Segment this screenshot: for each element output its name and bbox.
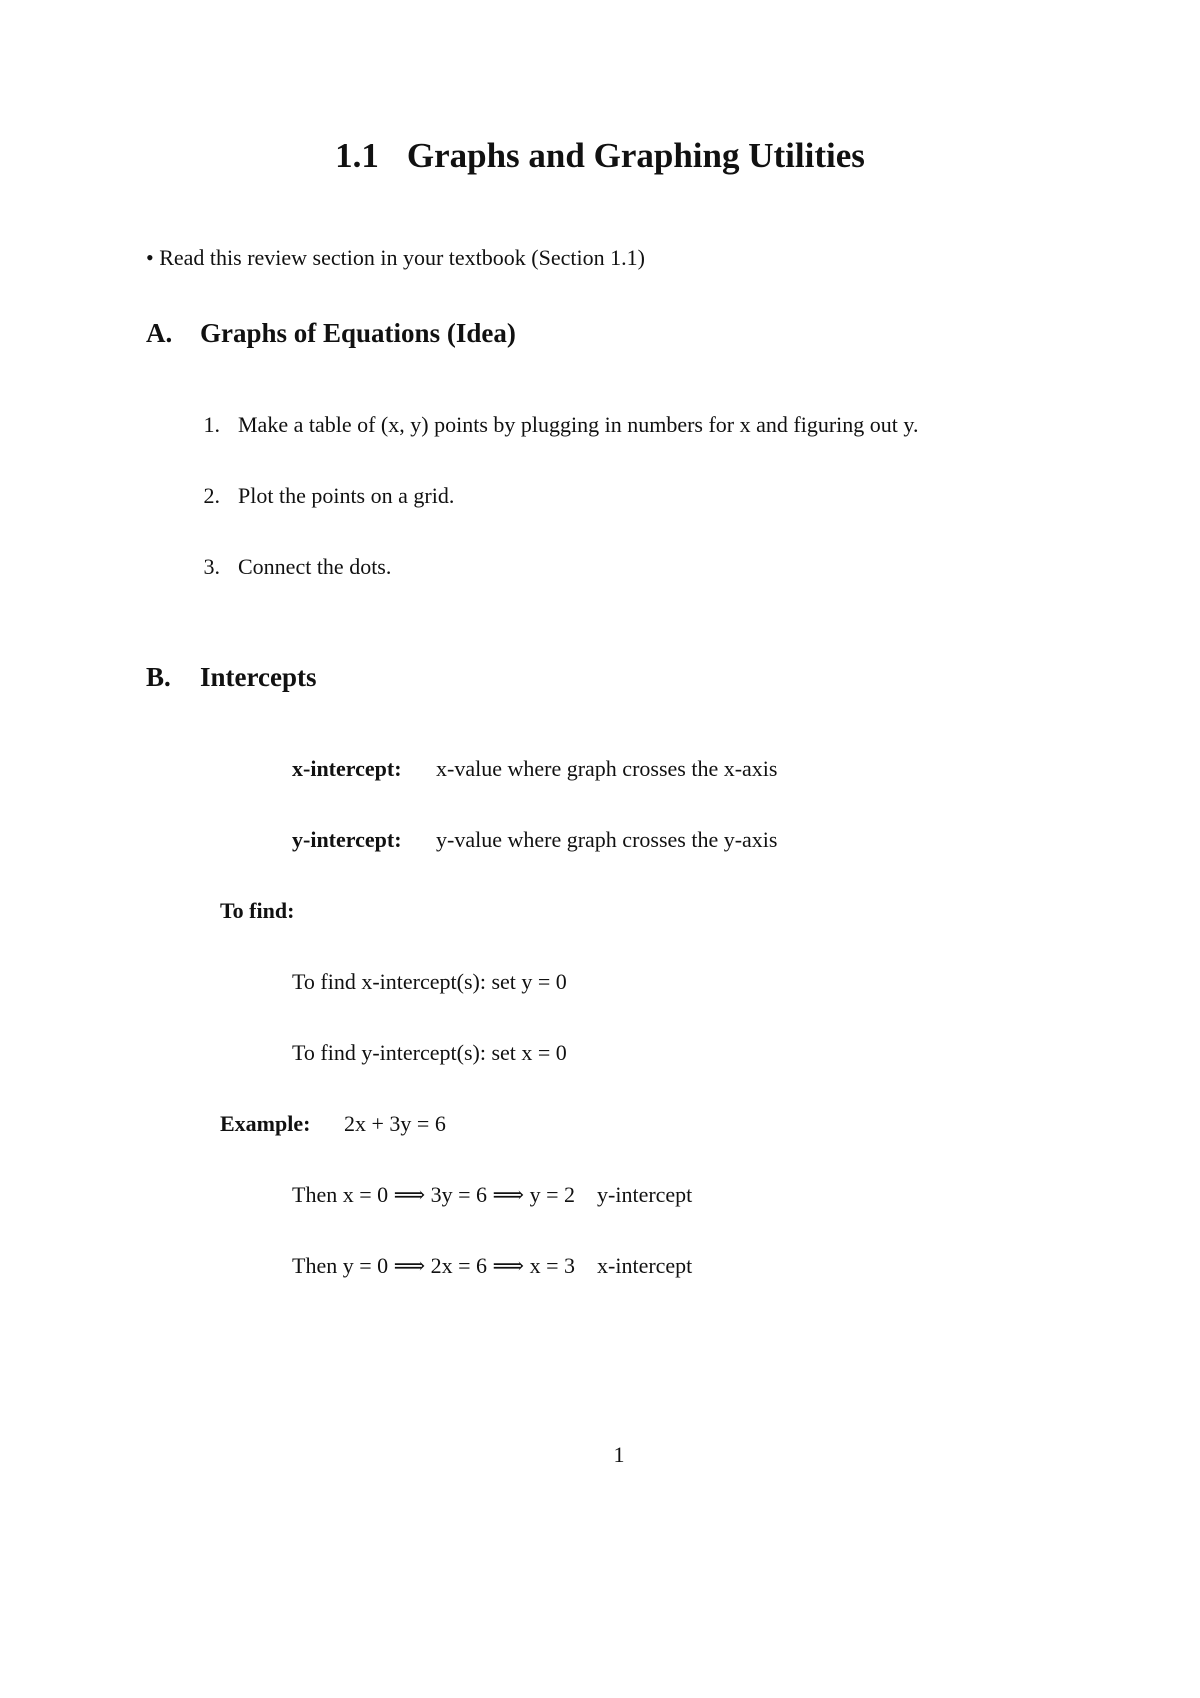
definition-text: x-value where graph crosses the x-axis: [436, 756, 778, 781]
section-b-heading: [146, 662, 316, 693]
bullet-icon: •: [146, 245, 154, 270]
definition-row: [292, 827, 777, 853]
section-a-title: Graphs of Equations (Idea): [200, 318, 516, 348]
list-item: [178, 483, 454, 509]
example-equation: 2x + 3y = 6: [344, 1111, 446, 1136]
to-find-line: To find x-intercept(s): set y = 0: [292, 969, 567, 994]
section-a-letter: A.: [146, 318, 173, 348]
section-b-letter: B.: [146, 662, 171, 692]
example-heading: [220, 1111, 446, 1137]
reading-note: [146, 245, 645, 271]
list-item-text: Make a table of (x, y) points by plugging in numbers for x and figuring out y.: [238, 412, 919, 437]
list-item: [178, 412, 918, 438]
example-derivation: Then y = 0 ⟹ 2x = 6 ⟹ x = 3: [292, 1253, 576, 1278]
definition-term: y-intercept:: [292, 827, 402, 852]
list-item-number: 3.: [203, 554, 220, 579]
list-item-number: 2.: [203, 483, 220, 508]
list-item-text: Plot the points on a grid.: [238, 483, 455, 508]
example-line: [292, 1253, 692, 1279]
example-note: x-intercept: [597, 1253, 693, 1278]
list-item-text: Connect the dots.: [238, 554, 392, 579]
example-derivation: Then x = 0 ⟹ 3y = 6 ⟹ y = 2: [292, 1182, 576, 1207]
section-a-heading: [146, 318, 516, 349]
reading-note-text: Read this review section in your textbook (Section 1.1): [159, 245, 645, 270]
page-title: [0, 136, 1200, 176]
definition-term: x-intercept:: [292, 756, 402, 781]
definition-row: [292, 756, 777, 782]
page-number: 1: [613, 1442, 625, 1467]
example-line: [292, 1182, 692, 1208]
list-item-number: 1.: [203, 412, 220, 437]
definition-text: y-value where graph crosses the y-axis: [436, 827, 778, 852]
section-b-title: Intercepts: [200, 662, 317, 692]
title-text: Graphs and Graphing Utilities: [406, 136, 865, 175]
example-note: y-intercept: [597, 1182, 693, 1207]
section-number: 1.1: [335, 136, 379, 175]
to-find-line: To find y-intercept(s): set x = 0: [292, 1040, 567, 1065]
list-item: [178, 554, 391, 580]
example-label: Example:: [220, 1111, 311, 1136]
to-find-heading: To find:: [220, 898, 295, 923]
